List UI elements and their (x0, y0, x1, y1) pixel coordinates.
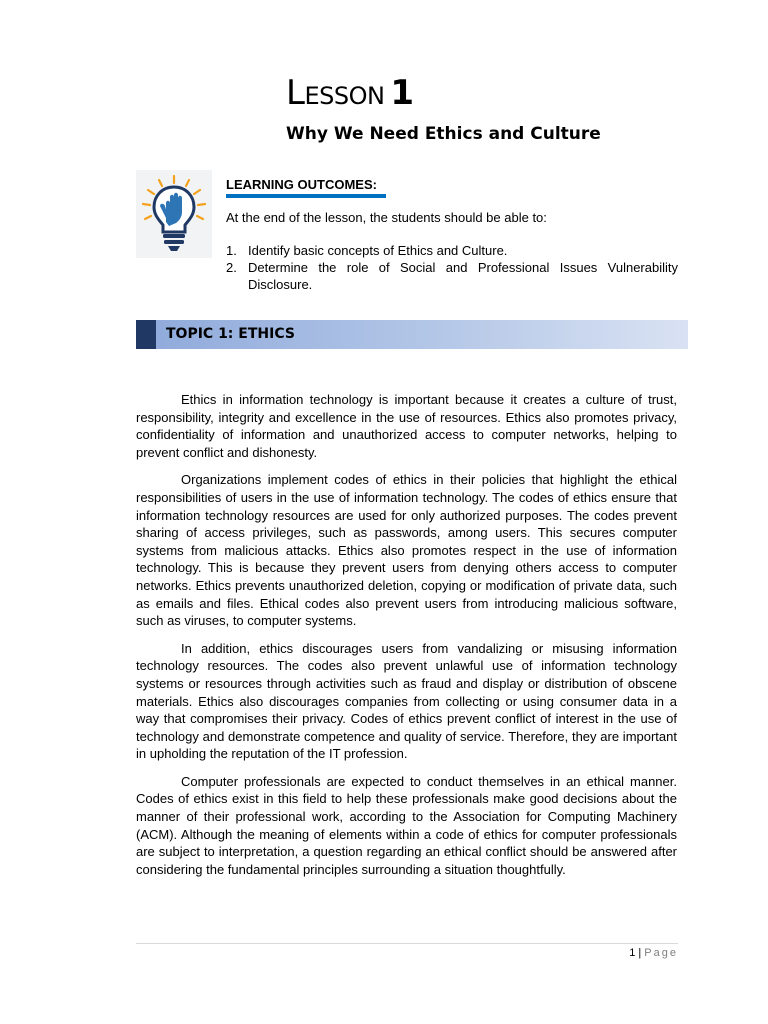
learning-outcomes-intro: At the end of the lesson, the students should be able to: (226, 210, 547, 225)
list-item-number: 2. (226, 260, 237, 275)
paragraph: Ethics in information technology is important because it creates a culture of trust, responsibility, integrity and excellence in the use of resources. Ethics also promotes privacy, confidentiality of information and unauthorized access to computer networks, helping to prevent conflict and dishonesty. (136, 392, 677, 460)
list-item (226, 259, 678, 293)
list-item (226, 242, 678, 259)
body-text (136, 391, 677, 888)
lightbulb-hand-icon (136, 170, 212, 258)
paragraph: Computer professionals are expected to conduct themselves in an ethical manner. Codes of ethics exist in this field to help these professionals make good decisions about the manner of their professional work, according to the Association for Computing Machinery (ACM). Although the meaning of elements within a code of ethics for computer professionals are subject to interpretation, a question regarding an ethical conflict should be answered after considering the fundamental principles surrounding a situation thoughtfully. (136, 773, 677, 877)
page-separator: | (638, 947, 642, 959)
topic-banner-accent (136, 320, 156, 349)
lesson-title (286, 73, 415, 113)
learning-outcomes-list (226, 242, 678, 293)
page-number: 1 (629, 947, 636, 959)
lesson-number: 1 (390, 73, 415, 113)
lesson-word: Lesson (286, 73, 385, 113)
page-word: Page (644, 947, 678, 959)
footer-divider (136, 943, 678, 944)
lightbulb-hand-icon-graphic (136, 170, 212, 258)
list-item-text: Determine the role of Social and Professional Issues Vulnerability Disclosure. (248, 260, 678, 292)
page-footer (629, 946, 678, 960)
learning-outcomes-heading: LEARNING OUTCOMES: (226, 177, 377, 192)
topic-banner (136, 320, 688, 349)
learning-outcomes-underline (226, 194, 386, 198)
paragraph: In addition, ethics discourages users from vandalizing or misusing information technology resources. The codes also prevent unlawful use of information technology systems or resources through activities such as fraud and display or distribution of obscene materials. Ethics also discourages companies from collecting or using consumer data in a way that compromises their privacy. Codes of ethics prevent conflict of interest in the use of technology and demonstrate competence and quality of service. Therefore, they are important in upholding the reputation of the IT profession. (136, 640, 677, 762)
list-item-number: 1. (226, 243, 237, 258)
list-item-text: Identify basic concepts of Ethics and Culture. (248, 243, 508, 258)
topic-title: TOPIC 1: ETHICS (166, 326, 295, 342)
lesson-subtitle: Why We Need Ethics and Culture (286, 124, 601, 144)
paragraph: Organizations implement codes of ethics in their policies that highlight the ethical responsibilities of users in the use of information technology. The codes of ethics ensure that information technology resources are used for only authorized purposes. The codes prevent sharing of access privileges, such as passwords, among users. This secures computer systems from malicious attacks. Ethics also promotes respect in the use of information technology. This is because they prevent users from denying others access to computer networks. Ethics prevents unauthorized deletion, copying or modification of private data, such as emails and files. Ethical codes also prevent users from introducing malicious software, such as viruses, to computer systems. (136, 472, 677, 629)
